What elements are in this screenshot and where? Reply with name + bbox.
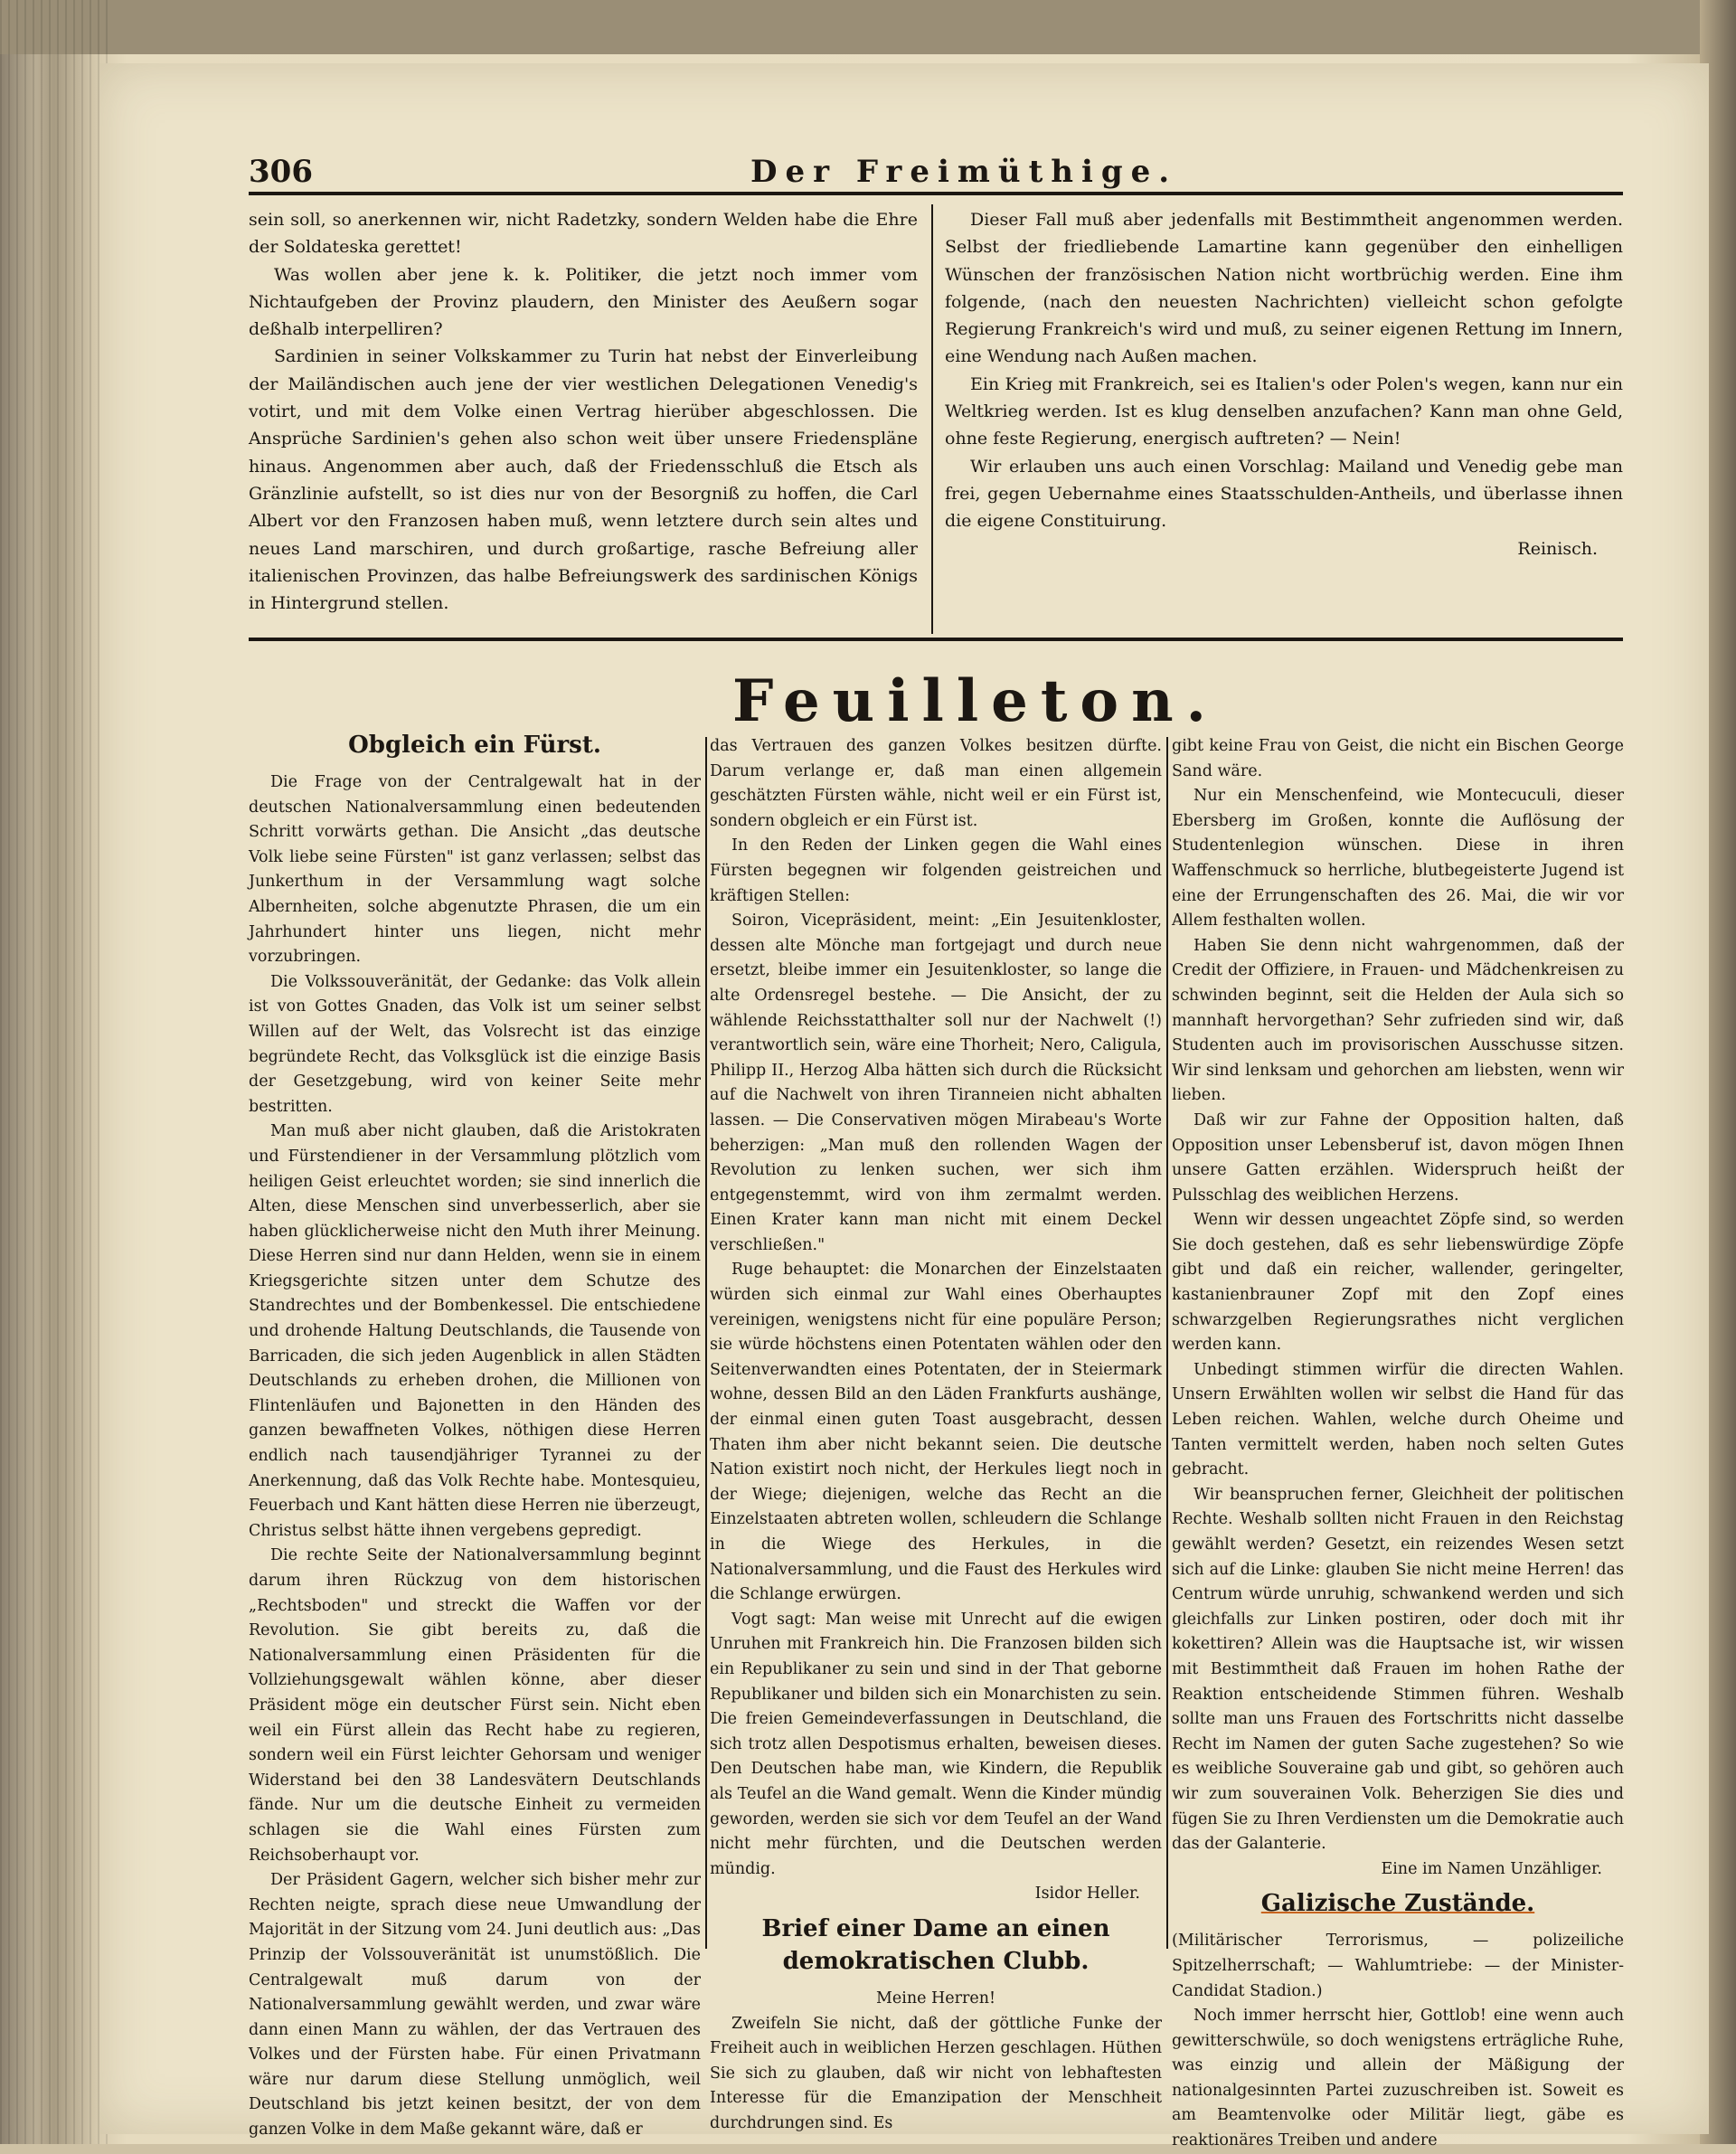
paragraph: Dieser Fall muß aber jedenfalls mit Bestimmtheit angenommen werden. Selbst der friedliebende Lamartine kann gegenüber den einhelligen Wünschen der französischen Nation nicht wortbrüchig werden. Eine ihm folgende, (nach den neuesten Nachrichten) vielleicht schon gefolgte Regierung Frankreich's wird und muß, zu seiner eigenen Rettung im Innern, eine Wendung nach Außen machen. — [945, 210, 1623, 367]
header-rule — [249, 192, 1623, 195]
paragraph: Was wollen aber jene k. k. Politiker, die jetzt noch immer vom Nichtaufgeben der Provinz plaudern, den Minister des Aeußern sogar deßhalb interpelliren? — [249, 264, 918, 340]
paragraph: Die Volkssouveränität, der Gedanke: das Volk allein ist von Gottes Gnaden, das Volk ist um seiner selbst Willen auf der Welt, das Volsrecht ist das einzige begründete Recht, das Volksglück ist die einzige Basis der Gesetzgebung, wird von keiner Seite mehr bestritten. — [249, 972, 701, 1116]
page-header — [249, 154, 1623, 190]
paragraph: Daß wir zur Fahne der Opposition halten, daß Opposition unser Lebensberuf ist, davon mögen Ihnen unsere Gatten erzählen. Widerspruch heißt der Pulsschlag des weiblichen Herzens. — [1172, 1110, 1624, 1205]
page-stack-edges — [0, 0, 108, 2144]
paragraph: Die rechte Seite der Nationalversammlung beginnt darum ihren Rückzug von dem historischen „Rechtsboden" und streckt die Waffen vor der Revolution. Sie gibt bereits zu, daß die Nationalversammlung einen Präsidenten für die Vollziehungsgewalt wählen könne, aber dieser Präsident möge ein deutscher Fürst sein. Nicht eben weil ein Fürst allein das Recht habe zu regieren, sondern weil ein Fürst leichter Gehorsam und weniger Widerstand bei den 38 Landesvätern Deutschlands fände. Nur um die deutsche Einheit zu vermeiden schlagen sie die Wahl eines Fürsten zum Reichsoberhaupt vor. — [249, 1546, 701, 1865]
feuilleton-column-1 — [249, 723, 701, 2143]
article-subtitle: (Militärischer Terrorismus, — polizeiliche Spitzelherrschaft; — Wahlumtriebe: — der Minister-Candidat Stadion.) — [1172, 1932, 1624, 2000]
paragraph: Noch immer herrscht hier, Gottlob! eine wenn auch gewitterschwüle, so doch wenigstens erträgliche Ruhe, was einzig und allein der Mäßigung der nationalgesinnten Partei zuzuschreiben ist. Soweit es am Beamtenvolke oder Militär liegt, gäbe es reaktionäres Treiben und andere — [1172, 2007, 1624, 2150]
article-title: Obgleich ein Fürst. — [348, 732, 601, 759]
signature: Reinisch. — [1517, 538, 1598, 559]
running-title: Der Freimüthige. — [750, 154, 1178, 190]
column-divider — [1166, 737, 1168, 1949]
paragraph: Ein Krieg mit Frankreich, sei es Italien's oder Polen's wegen, kann nur ein Weltkrieg werden. Ist es klug denselben anzufachen? Kann man ohne Geld, ohne feste Regierung, energisch auftreten? — Nein! — [945, 373, 1623, 449]
section-rule — [249, 638, 1623, 641]
underlined-title-text: Galizische Zustände. — [1260, 1890, 1535, 1918]
paragraph: Soiron, Vicepräsident, meint: „Ein Jesuitenkloster, dessen alte Mönche man fortgejagt und durch neue ersetzt, bleibe immer ein Jesuitenkloster, so lange die alte Ordensregel bestehe. — Die Ansicht, der zu wählende Reichsstatthalter soll nur der Nachwelt (!) verantwortlich sein, wäre eine Thorheit; Nero, Caligula, Philipp II., Herzog Alba hätten sich durch die Rücksicht auf die Nachwelt von ihren Tiranneien nicht abhalten lassen. — Die Conservativen mögen Mirabeau's Worte beherzigen: „Man muß den rollenden Wagen der Revolution zu lenken suchen, wer sich ihm entgegenstemmt, wird von ihm zermalmt werden. Einen Krater kann man nicht mit einem Deckel verschließen." — [710, 912, 1162, 1254]
paragraph: Haben Sie denn nicht wahrgenommen, daß der Credit der Offiziere, in Frauen- und Mädchenkreisen zu schwinden beginnt, seit die Helden der Aula sich so mannhaft hervorgethan? Sehr zufrieden sind wir, daß Studenten auch im provisorischen Ausschusse sitzen. Wir sind lenksam und gehorchen am liebsten, wenn wir lieben. — [1172, 936, 1624, 1105]
paragraph: Unbedingt stimmen wirfür die directen Wahlen. Unsern Erwählten wollen wir selbst die Hand für das Leben reichen. Wahlen, welche durch Oheime und Tanten vermittelt werden, haben noch selten Gutes gebracht. — [1172, 1360, 1624, 1479]
feuilleton-column-3 — [1172, 734, 1624, 2154]
paragraph: das Vertrauen des ganzen Volkes besitzen dürfte. Darum verlange er, daß man einen allgemein geschätzten Fürsten wähle, nicht weil er ein Fürst ist, sondern obgleich er ein Fürst ist. — [710, 737, 1162, 830]
top-right-column — [945, 206, 1623, 562]
paragraph: Ruge behauptet: die Monarchen der Einzelstaaten würden sich einmal zur Wahl eines Oberhauptes vereinigen, wenigstens nicht für eine populäre Person; sie würde höchstens einen Potentaten wählen oder den Seitenverwandten eines Potentaten, der in Steiermark wohne, dessen Bild an den Läden Frankfurts aushänge, der einmal einen guten Toast ausgebracht, dessen Thaten ihm aber nicht bekannt seien. Die deutsche Nation existirt noch nicht, der Herkules liegt noch in der Wiege; diejenigen, welche das Recht an die Einzelstaaten abtreten wollen, schleudern die Schlange in die Wiege des Herkules, in die Nationalversammlung, und die Faust des Herkules wird die Schlange erwürgen. — [710, 1261, 1162, 1604]
paragraph: In den Reden der Linken gegen die Wahl eines Fürsten begegnen wir folgenden geistreichen und kräftigen Stellen: — [710, 836, 1162, 905]
paragraph: Die Frage von der Centralgewalt hat in der deutschen Nationalversammlung einen bedeutenden Schritt vorwärts gethan. Die Ansicht „das deutsche Volk liebe seine Fürsten" ist ganz verlassen; selbst das Junkerthum in der Versammlung wagt solche Albernheiten, solche abgenutzte Phrasen, die um ein Jahrhundert hinter uns liegen, nicht mehr vorzubringen. — [249, 773, 701, 967]
signature: Eine im Namen Unzähliger. — [1381, 1859, 1602, 1878]
page-number: 306 — [249, 154, 313, 190]
paragraph: Vogt sagt: Man weise mit Unrecht auf die ewigen Unruhen mit Frankreich hin. Die Franzosen bilden sich ein Republikaner zu sein und sind in der That geborne Republikaner und bilden sich ein Monarchisten zu sein. Die freien Gemeindeverfassungen in Deutschland, die sich trotz allen Despotismus erhalten, beweisen dieses. Den Deutschen habe man, wie Kindern, die Republik als Teufel an die Wand gemalt. Wenn die Kinder mündig geworden, werden sie sich vor dem Teufel an der Wand nicht mehr fürchten, und die Deutschen werden mündig. — [710, 1610, 1162, 1878]
paragraph: Zweifeln Sie nicht, daß der göttliche Funke der Freiheit auch in weiblichen Herzen geschlagen. Hüthen Sie sich zu glauben, daß wir nicht von lebhaftesten Interesse für die Emanzipation der Menschheit durchdrungen sind. Es — [710, 2014, 1162, 2132]
paragraph: gibt keine Frau von Geist, die nicht ein Bischen George Sand wäre. — [1172, 737, 1624, 780]
salutation: Meine Herren! — [875, 1989, 996, 2008]
feuilleton-column-2 — [710, 734, 1162, 2136]
paragraph: Nur ein Menschenfeind, wie Montecuculi, dieser Ebersberg im Großen, konnte die Auflösung der Studentenlegion wünschen. Diese in ihren Waffenschmuck so herrliche, blutbegeisterte Jugend ist eine der Errungenschaften des 26. Mai, die wir vor Allem festhalten wollen. — [1172, 787, 1624, 931]
column-divider — [705, 737, 707, 1949]
scan-background-top — [0, 0, 1736, 54]
paragraph: Sardinien in seiner Volkskammer zu Turin hat nebst der Einverleibung der Mailändischen auch jene der vier westlichen Delegationen Venedig's votirt, und mit dem Volke einen Vertrag hierüber abgeschlossen. Die Ansprüche Sardinien's gehen also schon weit über unsere Friedenspläne hinaus. Angenommen aber auch, daß der Friedensschluß die Etsch als Gränzlinie aufstellt, so ist dies nur von der Besorgniß zu hoffen, die Carl Albert vor den Franzosen haben muß, wenn letztere durch sein altes und neues Land marschiren, und durch großartige, rasche Befreiung aller italienischen Provinzen, das halbe Befreiungswerk des sardinischen Königs in Hintergrund stellen. — [249, 346, 918, 614]
paragraph: sein soll, so anerkennen wir, nicht Radetzky, sondern Welden habe die Ehre der Soldateska gerettet! — [249, 210, 918, 258]
article-title — [1172, 1887, 1624, 1920]
article-title: Brief einer Dame an einen demokratischen Clubb. — [761, 1914, 1110, 1975]
signature: Isidor Heller. — [1034, 1885, 1140, 1904]
column-divider — [931, 204, 933, 634]
paragraph: Man muß aber nicht glauben, daß die Aristokraten und Fürstendiener in der Versammlung plötzlich vom heiligen Geist erleuchtet worden; sie sind innerlich die Alten, diese Menschen sind unverbesserlich, aber sie haben glücklicherweise nicht den Muth ihrer Meinung. Diese Herren sind nur dann Helden, wenn sie in einem Kriegsgerichte sitzen unter dem Schutze des Standrechtes und der Bombenkessel. Die entschiedene und drohende Haltung Deutschlands, die Tausende von Barricaden, die sich jeden Augenblick in allen Städten Deutschlands zu erheben drohen, die Millionen von Flintenläufen und Bajonetten in den Händen des ganzen bewaffneten Volkes, nöthigen diese Herren endlich nach tausendjähriger Tyrannei zu der Anerkennung, daß das Volk Rechte habe. Montesquieu, Feuerbach und Kant hätten diese Herren nie überzeugt, Christus selbst hätte ihnen vergebens gepredigt. — [249, 1122, 701, 1540]
paragraph: Der Präsident Gagern, welcher sich bisher mehr zur Rechten neigte, sprach diese neue Umwandlung der Majorität in der Sitzung vom 24. Juni deutlich aus: „Das Prinzip der Volssouveränität ist unumstößlich. Die Centralgewalt muß darum von der Nationalversammlung gewählt werden, und zwar wäre dann einen Mann zu wählen, der das Vertrauen des Volkes und der Fürsten habe. Für einen Privatmann wäre nur darum diese Stellung unmöglich, weil Deutschland bis jetzt keinen besitzt, der von dem ganzen Volke in dem Maße gekannt wäre, daß er — [249, 1871, 701, 2140]
paragraph: Wir erlauben uns auch einen Vorschlag: Mailand und Venedig gebe man frei, gegen Uebernahme eines Staatsschulden-Antheils, und überlasse ihnen die eigene Constituirung. — [945, 456, 1623, 532]
paragraph: Wenn wir dessen ungeachtet Zöpfe sind, so werden Sie doch gestehen, daß es sehr liebenswürdige Zöpfe gibt und daß ein reicher, wallender, geringelter, kastanienbrauner Zopf mit den Zopf eines schwarzgelben Regierungsrathes nicht verglichen werden kann. — [1172, 1211, 1624, 1355]
top-left-column — [249, 206, 918, 617]
paragraph: Wir beanspruchen ferner, Gleichheit der politischen Rechte. Weshalb sollten nicht Frauen in den Reichstag gewählt werden? Gesetzt, ein reizendes Wesen setzt sich auf die Linke: glauben Sie nicht meine Herren! das Centrum würde unruhig, schwankend werden und sich gleichfalls zur Linken postiren, oder doch mit ihr kokettiren? Allein was die Hauptsache ist, wir wissen mit Bestimmtheit daß Frauen im hohen Rathe der Reaktion entscheidende Stimmen führen. Weshalb sollte man uns Frauen des Fortschritts nicht dasselbe Recht im Namen der guten Sache zugestehen? So wie es weibliche Souveraine gab und gibt, so gehören auch wir zum souverainen Volk. Beherzigen Sie dies und fügen Sie zu Ihren Verdiensten um die Demokratie auch das der Galanterie. — [1172, 1485, 1624, 1854]
feuilleton-heading: Feuilleton. — [732, 667, 1219, 735]
